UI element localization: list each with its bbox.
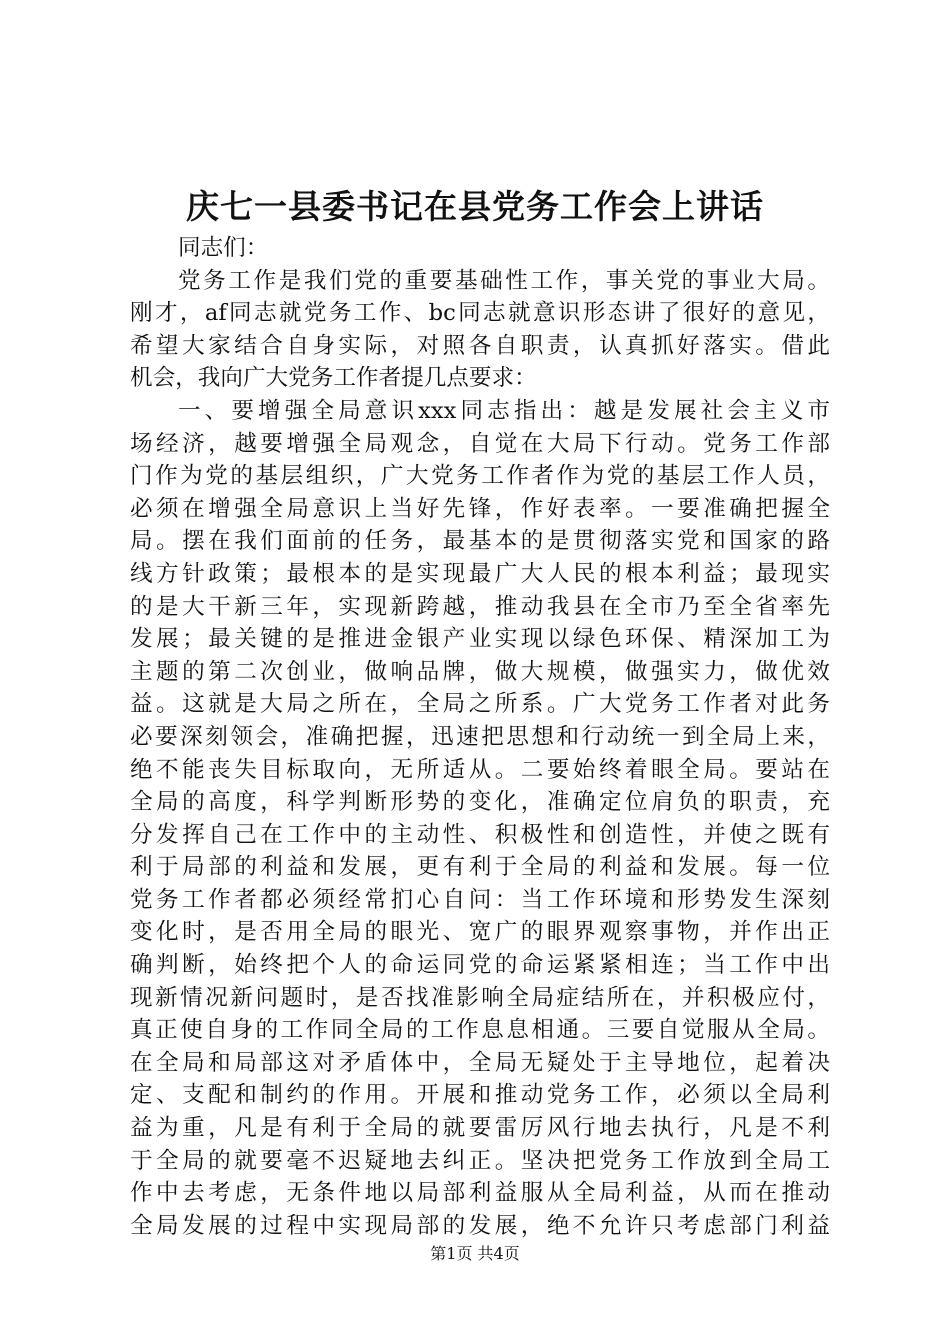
paragraph-line: 一、要增强全局意识xxx同志指出：越是发展社会主义市 [178, 397, 830, 424]
paragraph-line: 局。摆在我们面前的任务，最基本的是贯彻落实党和国家的路 [130, 528, 830, 555]
document-body [130, 232, 830, 1242]
paragraph-line: 必要深刻领会，准确把握，迅速把思想和行动统一到全局上来， [130, 723, 830, 750]
paragraph-line: 利于局部的利益和发展，更有利于全局的利益和发展。每一位 [130, 854, 830, 881]
paragraph-line: 于全局的就要毫不迟疑地去纠正。坚决把党务工作放到全局工 [130, 1147, 830, 1174]
page-number-footer: 第1页 共4页 [430, 1244, 520, 1263]
paragraph-line: 必须在增强全局意识上当好先锋，作好表率。一要准确把握全 [130, 495, 830, 522]
paragraph-line: 全局发展的过程中实现局部的发展，绝不允许只考虑部门利益 [130, 1212, 830, 1239]
paragraph-line: 机会，我向广大党务工作者提几点要求： [130, 365, 537, 392]
paragraph-line: 分发挥自己在工作中的主动性、积极性和创造性，并使之既有 [130, 821, 830, 848]
paragraph-line: 主题的第二次创业，做响品牌，做大规模，做强实力，做优效 [130, 658, 830, 685]
paragraph-line: 线方针政策；最根本的是实现最广大人民的根本利益；最现实 [130, 560, 830, 587]
paragraph-line: 门作为党的基层组织，广大党务工作者作为党的基层工作人员， [130, 463, 830, 490]
salutation-line: 同志们： [178, 235, 269, 261]
paragraph-line: 真正使自身的工作同全局的工作息息相通。三要自觉服从全局。 [130, 1017, 830, 1044]
paragraph-line: 希望大家结合自身实际，对照各自职责，认真抓好落实。借此 [130, 332, 830, 359]
paragraph-line: 作中去考虑，无条件地以局部利益服从全局利益，从而在推动 [130, 1180, 830, 1207]
paragraph-line: 益。这就是大局之所在，全局之所系。广大党务工作者对此务 [130, 691, 830, 718]
document-title: 庆七一县委书记在县党务工作会上讲话 [186, 187, 764, 226]
paragraph-line: 定、支配和制约的作用。开展和推动党务工作，必须以全局利 [130, 1082, 830, 1109]
paragraph-line: 在全局和局部这对矛盾体中，全局无疑处于主导地位，起着决 [130, 1049, 830, 1076]
paragraph-line: 发展；最关键的是推进金银产业实现以绿色环保、精深加工为 [130, 626, 830, 653]
paragraph-line: 的是大干新三年，实现新跨越，推动我县在全市乃至全省率先 [130, 593, 830, 620]
paragraph-line: 变化时，是否用全局的眼光、宽广的眼界观察事物，并作出正 [130, 919, 830, 946]
paragraph-line: 全局的高度，科学判断形势的变化，准确定位肩负的职责，充 [130, 789, 830, 816]
paragraph-line: 党务工作者都必须经常扪心自问：当工作环境和形势发生深刻 [130, 886, 830, 913]
paragraph-line: 党务工作是我们党的重要基础性工作，事关党的事业大局。 [178, 267, 830, 294]
paragraph-line: 益为重，凡是有利于全局的就要雷厉风行地去执行，凡是不利 [130, 1115, 830, 1142]
paragraph-line: 现新情况新问题时，是否找准影响全局症结所在，并积极应付， [130, 984, 830, 1011]
paragraph-line: 场经济，越要增强全局观念，自觉在大局下行动。党务工作部 [130, 430, 830, 457]
paragraph-line: 确判断，始终把个人的命运同党的命运紧紧相连；当工作中出 [130, 952, 830, 979]
paragraph-line: 绝不能丧失目标取向，无所适从。二要始终着眼全局。要站在 [130, 756, 830, 783]
paragraph-line: 刚才，af同志就党务工作、bc同志就意识形态讲了很好的意见， [130, 300, 830, 327]
